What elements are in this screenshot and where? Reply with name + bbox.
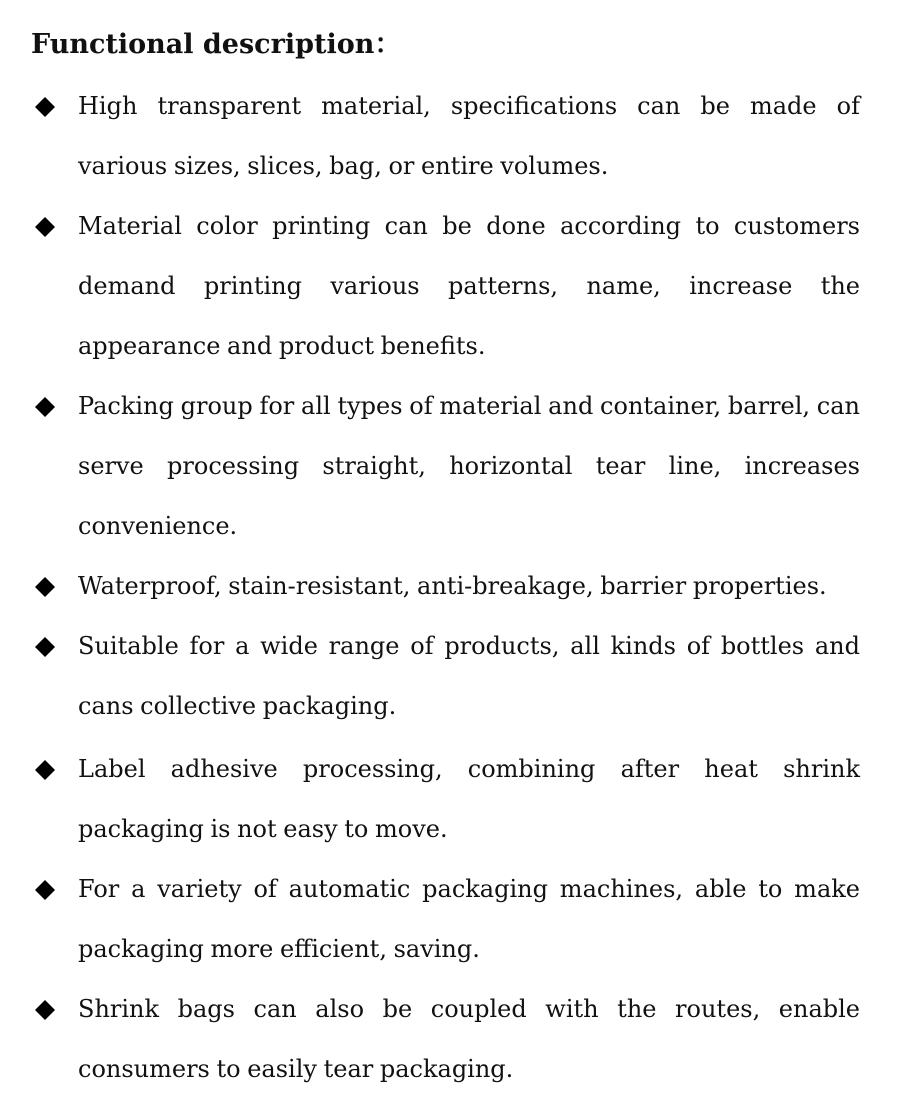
black-diamond-icon xyxy=(35,97,53,115)
black-diamond-icon xyxy=(35,880,53,898)
list-item-text: Shrink bags can also be coupled with the routes, enable consumers to easily tear packaging. xyxy=(78,995,860,1083)
list-item-text: Label adhesive processing, combining after heat shrink packaging is not easy to move. xyxy=(78,755,860,843)
black-diamond-icon xyxy=(35,1000,53,1018)
list-item-text: For a variety of automatic packaging machines, able to make packaging more efficient, saving. xyxy=(78,875,860,963)
section-heading: Functional description： xyxy=(31,29,402,60)
list-item-text: Packing group for all types of material and container, barrel, can serve processing straight, horizontal tear line, increases convenience. xyxy=(78,392,860,540)
list-item-text: Suitable for a wide range of products, all kinds of bottles and cans collective packaging. xyxy=(78,632,860,720)
black-diamond-icon xyxy=(35,577,53,595)
list-item-text: Material color printing can be done according to customers demand printing various patterns, name, increase the appearance and product benefits. xyxy=(78,212,860,360)
black-diamond-icon xyxy=(35,760,53,778)
black-diamond-icon xyxy=(35,397,53,415)
black-diamond-icon xyxy=(35,217,53,235)
list-item-text: Waterproof, stain-resistant, anti-breakage, barrier properties. xyxy=(78,572,827,600)
list-item-text: High transparent material, specifications can be made of various sizes, slices, bag, or entire volumes. xyxy=(78,92,860,180)
black-diamond-icon xyxy=(35,637,53,655)
